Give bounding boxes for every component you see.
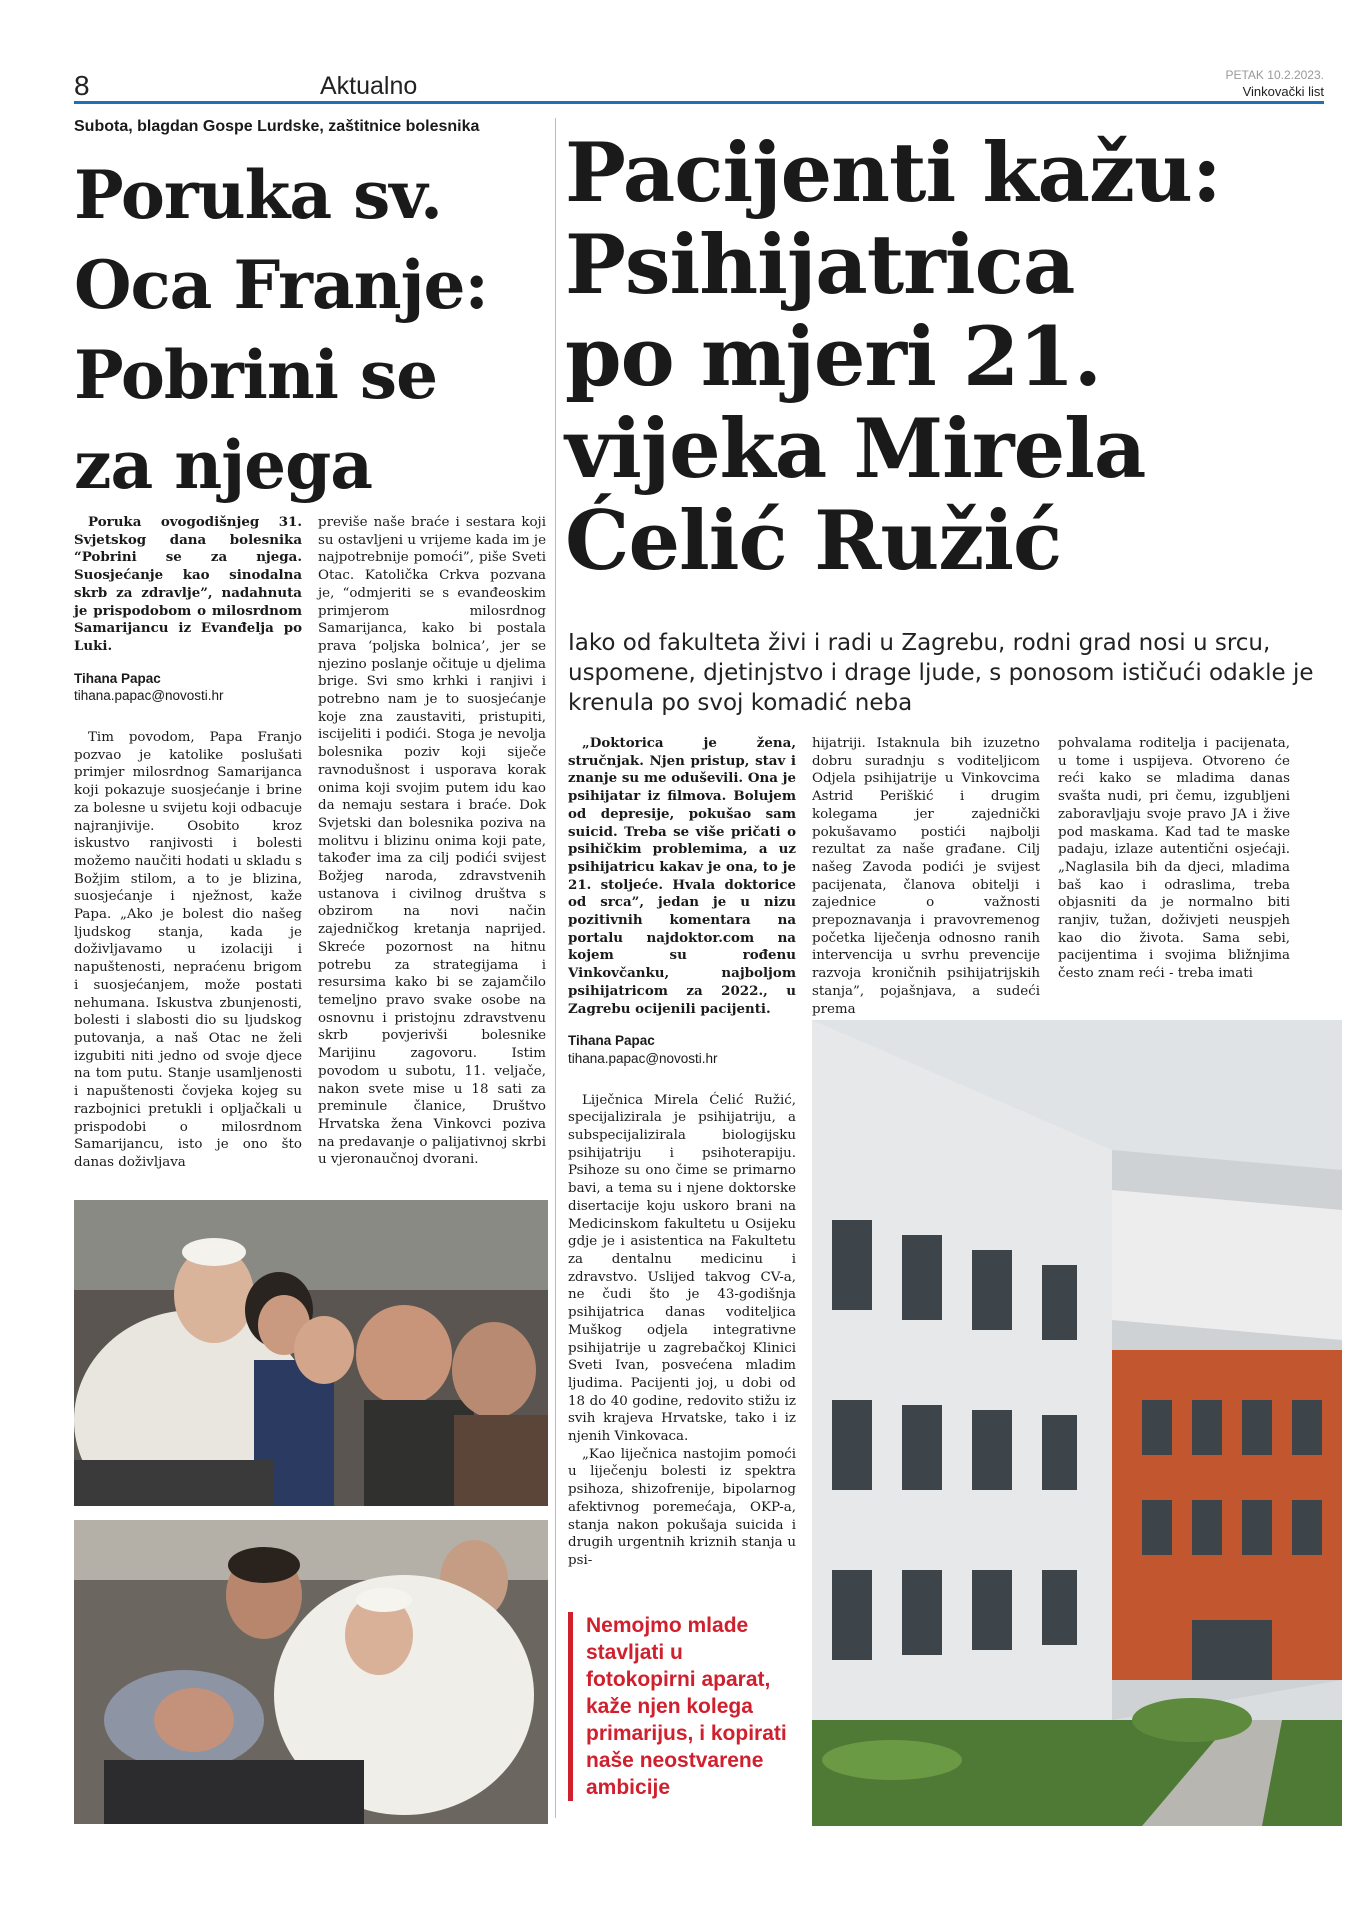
- right-article-column-1: [568, 735, 796, 1570]
- left-article-headline: [74, 150, 554, 510]
- newspaper-name: Vinkovački list: [1242, 84, 1324, 99]
- right-article-author: Tihana Papac: [568, 1033, 655, 1049]
- left-article-column-2: [318, 514, 546, 1169]
- header-rule: [74, 101, 1324, 104]
- left-article-column-1: [74, 514, 302, 1172]
- right-article-headline: [565, 128, 1345, 588]
- pullquote: Nemojmo mlade stavljati u fotokopirni aparat, kaže njen kolega primarijus, i kopirati naše neostvarene ambicije: [568, 1612, 798, 1801]
- right-article-body-3: pohvalama roditelja i pacijenata, u tome i uspijeva. Otvoreno će reći kako se mladima danas svašta nudi, pri čemu, izgubljeni zaboravljaju svoje pravo JA i žive pod maskama. Kad tad te maske padaju, izlaze autentični osjećaji. „Naglasila bih da djeci, mladima baš kao i odraslima, treba objasniti da je normalno biti ranjiv, tužan, doživjeti neuspjeh kao dio života. Sama sebi, pacijentima i svojima bližnjima često znam reći - treba imati: [1058, 736, 1290, 982]
- headline-line: vijeka Mirela: [565, 402, 1146, 497]
- headline-line: Ćelić Ružić: [565, 494, 1062, 589]
- headline-line: Pobrini se: [74, 336, 438, 414]
- pope-crowd-photo: [74, 1200, 548, 1506]
- right-article-subhead: Iako od fakulteta živi i radi u Zagrebu, rodni grad nosi u srcu, uspomene, djetinjstvo i drage ljude, s ponosom ističući odakle je krenula po svoj komadić neba: [568, 630, 1314, 716]
- headline-line: Pacijenti kažu:: [565, 126, 1221, 221]
- left-article-email: tihana.papac@novosti.hr: [74, 688, 224, 704]
- issue-date: PETAK 10.2.2023.: [1225, 68, 1324, 82]
- headline-line: za njega: [74, 426, 372, 504]
- right-article-column-2: [812, 735, 1040, 1018]
- pope-blessing-photo: [74, 1520, 548, 1824]
- left-article-body-1: Tim povodom, Papa Franjo pozvao je katolike poslušati primjer milosrdnog Samarijanca koji pokazuje suosjećanje i brine za bolesne u svijetu koji odbacuje najranjivije. Osobito kroz iskustvo ranjivosti i bolesti možemo naučiti hodati u skladu s Božjim stilom, a to je blizina, suosjećanje i nježnost, kaže Papa. „Ako je bolest dio našeg ljudskog stanja, kada je doživljavamo u izolaciji i napuštenosti, nepraćenu brigom i suosjećanjem, može postati nehumana. Iskustva zbunjenosti, bolesti i slabosti dio su ljudskog putovanja, a naš Otac ne želi izgubiti niti jedno od svoje djece na tom putu. Stanje usamljenosti i napuštenosti čovjeka kojeg su razbojnici pretukli i opljačkali u prispodobi o milosrdnom Samarijancu, isto je ono što danas doživljava: [74, 730, 303, 1170]
- section-title: Aktualno: [320, 72, 418, 100]
- column-divider: [555, 118, 556, 1818]
- clinic-building-photo: [812, 1020, 1342, 1826]
- left-article-body-2: previše naše braće i sestara koji su ostavljeni u vrijeme kada im je najpotrebnije pomoći”, piše Sveti Otac. Katolička Crkva pozvana je, “odmjeriti se s evanđeoskim primjerom milosrdnog Samarijanca, kako bi postala prava ‘poljska bolnica’, jer se njezino poslanje očituje u djelima brige. Svi smo krhki i ranjivi i potrebno nam je to suosjećanje koje zna zaustaviti, pristupiti, iscijeliti i podići. Stoga je nevolja bolesnika poziv koji siječe ravnodušnost i usporava korak onima koji svojim putem idu kao da nemaju sestara i braće. Dok Svjetski dan bolesnika poziva na molitvu i blizinu onima koji pate, također ima za cilj podići svijest Božjeg naroda, zdravstvenih ustanova i civilnog društva s obzirom na novi način zajedničkog kretanja naprijed. Skreće pozornost na hitnu potrebu za strategijama i resursima kako bi se zajamčilo temeljno pravo svake osobe na osnovnu i pristojnu zdravstvenu skrb povjerivši bolesnike Marijinu zagovoru. Istim povodom u subotu, 11. veljače, nakon svete mise u 18 sati za preminule članice, Društvo Hrvatska žena Vinkovci poziva na predavanje o palijativnoj skrbi u vjeronaučnoj dvorani.: [318, 515, 546, 1168]
- headline-line: po mjeri 21.: [565, 310, 1101, 405]
- right-article-body-2: hijatriji. Istaknula bih izuzetno dobru suradnju s voditeljicom Odjela psihijatrije u Vinkovcima Astrid Periškić i drugim kolegama jer zajednički pokušavamo postići najbolji rezultat za naše građane. Cilj našeg Zavoda podići je svijest pacijenata, članova obitelji i zajednice o važnosti prepoznavanja i pravovremenog početka liječenja odnosno ranih intervencija u svrhu prevencije razvoja kroničnih psihijatrijskih stanja”, pojašnjava, a sudeći prema: [812, 736, 1040, 1017]
- left-article-lead: Poruka ovogodišnjeg 31. Svjetskog dana bolesnika “Pobrini se za njega. Suosjećanje kao sinodalna skrb za zdravlje”, nadahnuta je prispodobom o milosrdnom Samarijancu iz Evanđelja po Luki.: [74, 514, 302, 654]
- right-article-body-1a: Liječnica Mirela Ćelić Ružić, specijalizirala je psihijatriju, a subspecijalizirala biologijsku psihijatriju i psihoterapiju. Psihoze su ono čime se primarno bavi, a tema su i njene doktorske disertacije koju uskoro brani na Medicinskom fakultetu u Osijeku gdje je i asistentica na Fakultetu za dentalnu medicinu i zdravstvo. Uslijed takvog CV-a, ne čudi što je 43-godišnja psihijatrica danas voditeljica Muškog odjela integrativne psihijatrije u zagrebačkoj Klinici Sveti Ivan, posvećena mladim ljudima. Pacijenti joj, u dobi od 18 do 40 godine, redovito stižu iz svih krajeva Hrvatske, tako i iz njenih Vinkovaca.: [568, 1092, 796, 1445]
- right-article-column-3: [1058, 735, 1290, 983]
- left-article-author: Tihana Papac: [74, 670, 161, 686]
- headline-line: Psihijatrica: [565, 218, 1075, 313]
- page-number: 8: [74, 70, 90, 101]
- headline-line: Poruka sv.: [74, 156, 442, 234]
- right-article-body-1b: „Kao liječnica nastojim pomoći u liječenju bolesti iz spektra psihoza, shizofrenije, bipolarnog afektivnog poremećaja, OKP-a, stanja nakon pokušaja suicida i drugih urgentnih kriznih stanja u psi-: [568, 1446, 796, 1568]
- left-article-kicker: Subota, blagdan Gospe Lurdske, zaštitnice bolesnika: [74, 118, 480, 135]
- right-article-email: tihana.papac@novosti.hr: [568, 1050, 718, 1066]
- headline-line: Oca Franje:: [74, 246, 488, 324]
- right-article-lead: „Doktorica je žena, stručnjak. Njen pristup, stav i znanje su me oduševili. Ona je psihijatar iz filmova. Bolujem od depresije, pokušao sam suicid. Treba se više pričati o psihičkim problemima, a uz psihijatricu kakav je ona, to je 21. stoljeće. Hvala doktorice od srca”, jedan je u nizu pozitivnih komentara na portalu najdoktor.com na kojem su rođenu Vinkovčanku, najboljom psihijatricom za 2022., u Zagrebu ocijenili pacijenti.: [568, 735, 796, 1017]
